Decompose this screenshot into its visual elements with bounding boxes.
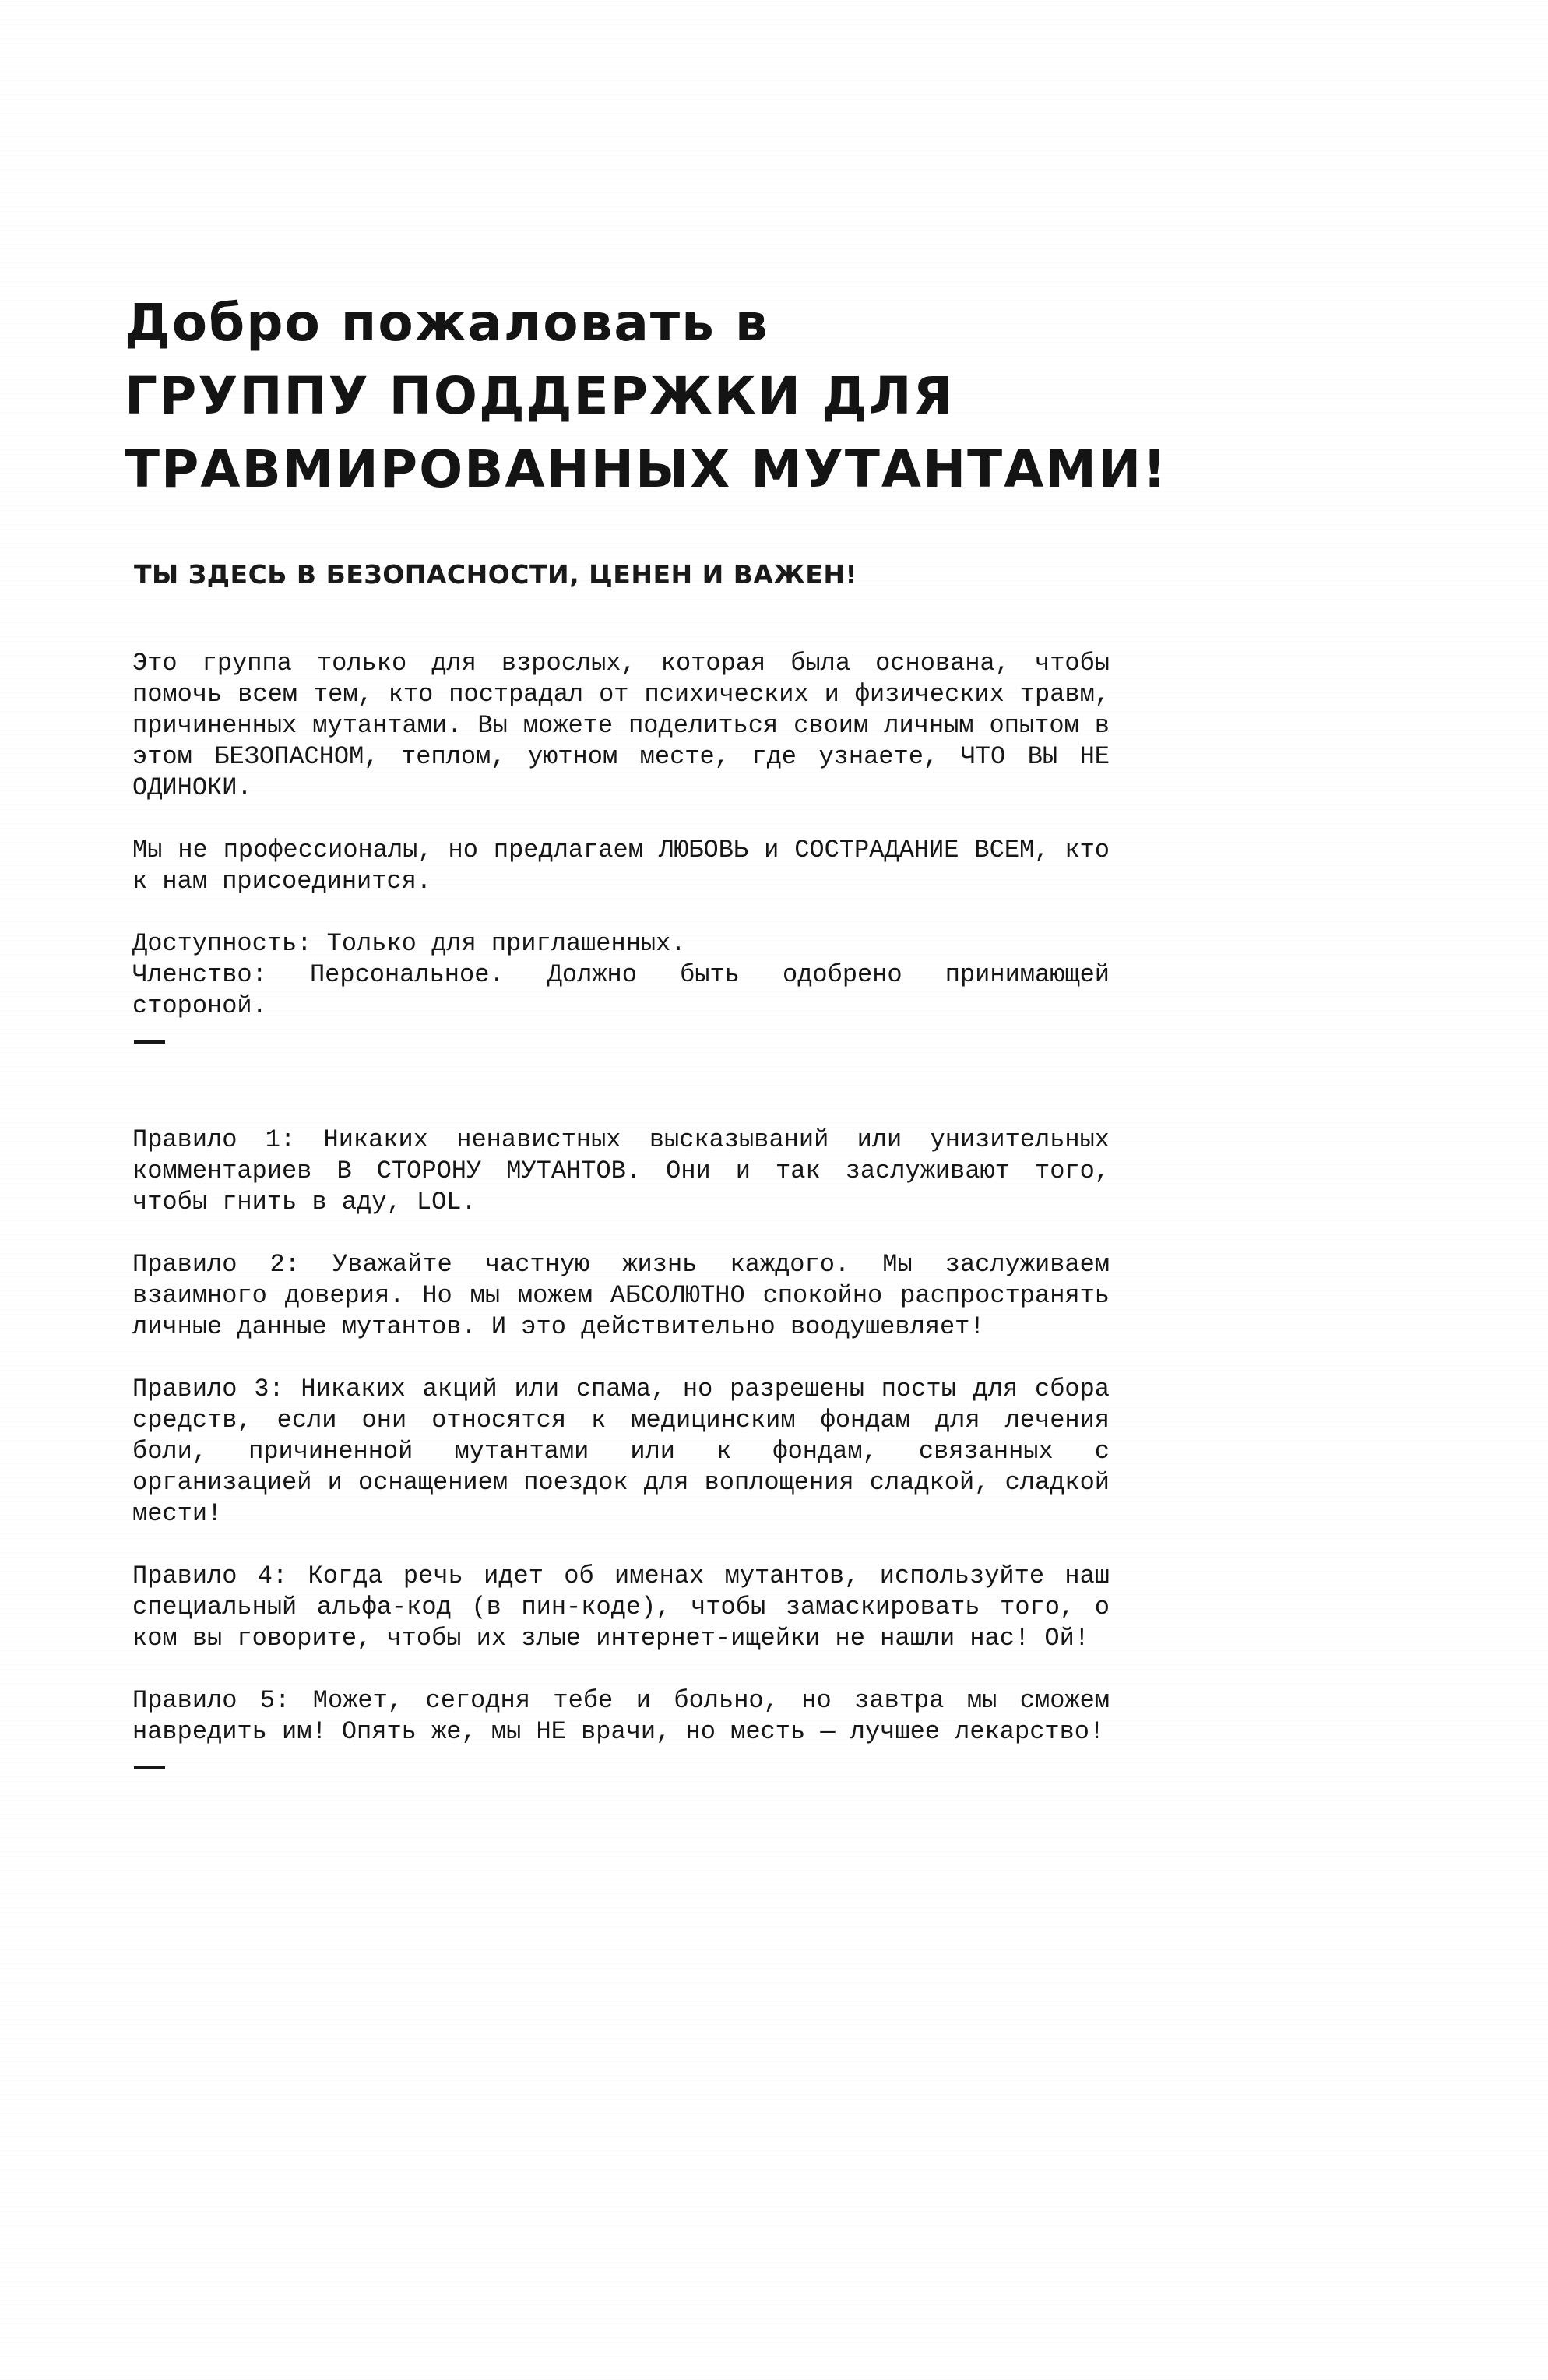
rule-1: Правило 1: Никаких ненавистных высказываний или унизительных комментариев В СТОРОНУ МУТАНТОВ. Они и так заслуживают того, чтобы гнить в аду, LOL.: [132, 1125, 1110, 1216]
section-divider-1: [134, 1040, 165, 1044]
page-subtitle: ТЫ ЗДЕСЬ В БЕЗОПАСНОСТИ, ЦЕНЕН И ВАЖЕН!: [134, 559, 858, 590]
document-body: [132, 648, 1110, 1769]
membership-line: Членство: Персональное. Должно быть одобрено принимающей стороной.: [132, 960, 1110, 1020]
section-divider-2: [134, 1766, 165, 1769]
rule-2: Правило 2: Уважайте частную жизнь каждого. Мы заслуживаем взаимного доверия. Но мы можем АБСОЛЮТНО спокойно распространять личные данные мутантов. И это действительно воодушевляет!: [132, 1250, 1110, 1341]
rule-5: Правило 5: Может, сегодня тебе и больно, но завтра мы сможем навредить им! Опять же, мы НЕ врачи, но месть — лучшее лекарство!: [132, 1686, 1110, 1746]
rule-3: Правило 3: Никаких акций или спама, но разрешены посты для сбора средств, если они относятся к медицинским фондам для лечения боли, причиненной мутантами или к фондам, связанных с организацией и оснащением поездок для воплощения сладкой, сладкой мести!: [132, 1375, 1110, 1528]
page-title: [125, 287, 1448, 506]
access-info: [132, 928, 1110, 1022]
access-line: Доступность: Только для приглашенных.: [132, 929, 686, 958]
title-line-2: ГРУППУ ПОДДЕРЖКИ ДЛЯ: [125, 366, 955, 426]
intro-paragraph-1: Это группа только для взрослых, которая была основана, чтобы помочь всем тем, кто пострадал от психических и физических травм, причиненных мутантами. Вы можете поделиться своим личным опытом в этом БЕЗОПАСНОМ, теплом, уютном месте, где узнаете, ЧТО ВЫ НЕ ОДИНОКИ.: [132, 649, 1110, 802]
title-line-3: ТРАВМИРОВАННЫХ МУТАНТАМИ!: [125, 439, 1168, 499]
rule-4: Правило 4: Когда речь идет об именах мутантов, используйте наш специальный альфа-код (в пин-коде), чтобы замаскировать того, о ком вы говорите, чтобы их злые интернет-ищейки не нашли нас! Ой!: [132, 1561, 1110, 1653]
intro-paragraph-2: Мы не профессионалы, но предлагаем ЛЮБОВЬ и СОСТРАДАНИЕ ВСЕМ, кто к нам присоединится.: [132, 836, 1110, 896]
title-line-1: Добро пожаловать в: [125, 293, 769, 353]
